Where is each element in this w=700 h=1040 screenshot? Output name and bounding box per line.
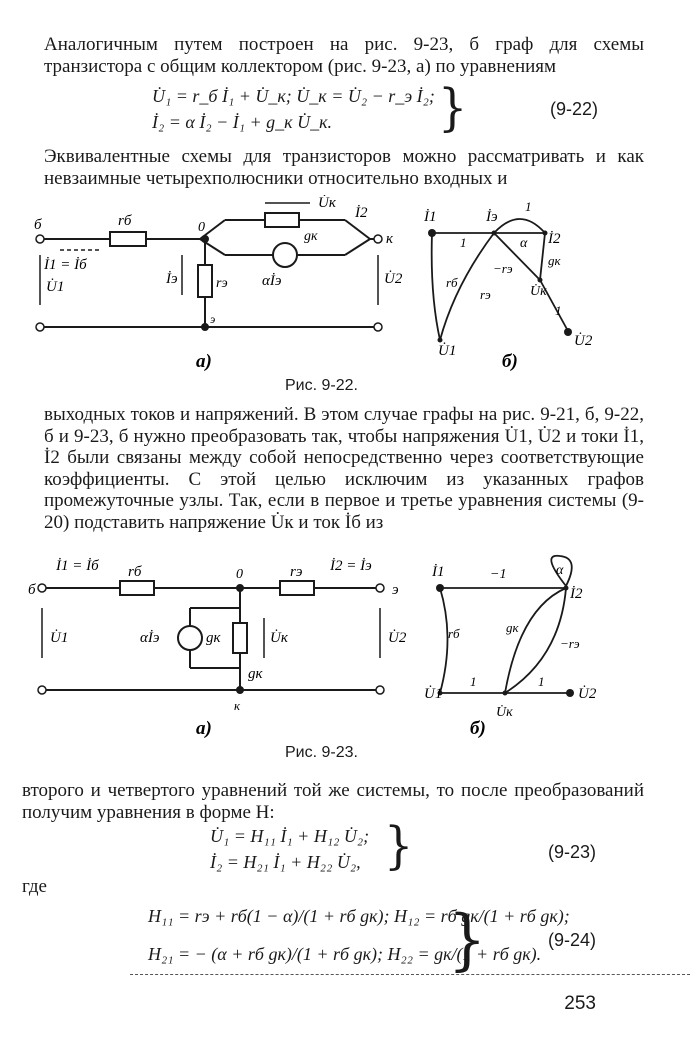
- fig922a-node-b: б: [34, 217, 42, 233]
- graph922-ie: İэ: [486, 209, 498, 225]
- fig923a-uk: U̇к: [270, 630, 288, 646]
- graph923-u2: U̇2: [578, 686, 597, 702]
- fig922a-u1: U̇1: [46, 279, 65, 295]
- graph923-i2: İ2: [570, 586, 583, 602]
- fig922a-i-2: İ2: [355, 205, 368, 221]
- fig923a-i2-eq: İ2 = İэ: [330, 558, 372, 574]
- where-word: где: [22, 876, 47, 897]
- fig922a-r-b: rб: [118, 213, 132, 229]
- equation-number-9-23: (9-23): [548, 842, 597, 862]
- graph922-u2: U̇2: [574, 333, 593, 349]
- graph922-edge-minus-re: −rэ: [493, 261, 513, 276]
- fig922b-label: б): [502, 351, 518, 372]
- fig922a-node-e: э: [210, 312, 216, 326]
- graph923-uk: U̇к: [496, 705, 513, 720]
- figure-9-22: [0, 195, 700, 395]
- fig923a-i1-eq: İ1 = İб: [56, 558, 99, 574]
- fig923a-node-b: б: [28, 582, 36, 598]
- brace-9-24: }: [448, 901, 487, 979]
- equation-9-23-line-2: İ₂ = H₂₁ İ₁ + H₂₂ U̇₂,: [210, 852, 361, 872]
- graph922-edge-gk: gк: [548, 253, 561, 268]
- graph922-edge-1b: 1: [525, 199, 532, 214]
- figure-9-23-caption: Рис. 9-23.: [285, 744, 358, 761]
- paragraph-3: выходных токов и напряжений. В этом случае графы на рис. 9-21, б, 9-22, б и 9-23, б нужно преобразовать так, чтобы напряжения U̇1, U̇2 и токи İ1, İ2 были связаны между собой непосредственно через соответствующие коэффициенты. С этой целью исключим из указанных графов промежуточные узлы. Так, если в первое и третье уравнения системы (9-20) подставить напряжение U̇к и ток İб из: [44, 404, 644, 533]
- fig923a-label: а): [196, 718, 212, 738]
- equation-9-23-line-1: U̇₁ = H₁₁ İ₁ + H₁₂ U̇₂;: [210, 826, 370, 846]
- fig923a-node-o: 0: [236, 567, 243, 582]
- page-number: 253: [564, 993, 596, 1014]
- fig922a-source: αİэ: [262, 273, 282, 289]
- graph923-edge-gk: gк: [506, 620, 519, 635]
- fig923a-node-k: к: [234, 698, 241, 713]
- fig922a-label: а): [196, 351, 212, 372]
- bottom-rule: [130, 974, 690, 975]
- graph922-edge-1a: 1: [460, 235, 467, 250]
- graph922-uk: U̇к: [530, 284, 547, 299]
- paragraph-1: Аналогичным путем построен на рис. 9-23, б граф для схемы транзистора с общим коллектором (рис. 9-23, а) по уравнениям: [44, 34, 644, 77]
- graph923-edge-minus1: −1: [490, 567, 507, 582]
- equation-number-9-24: (9-24): [548, 930, 597, 950]
- equation-9-22-line-1: U̇₁ = r_б İ₁ + U̇_к; U̇_к = U̇₂ − r_э İ₂;: [152, 86, 435, 106]
- graph923-edge-1b: 1: [538, 674, 545, 689]
- paragraph-4: второго и четвертого уравнений той же системы, то после преобразований получим уравнения в форме H:: [22, 780, 644, 823]
- graph923-u1: U̇1: [424, 686, 443, 702]
- graph923-i1: İ1: [432, 564, 445, 580]
- fig923a-re: rэ: [290, 564, 303, 580]
- fig923a-gk2: gк: [248, 666, 263, 682]
- brace-9-23: }: [384, 815, 414, 875]
- fig923a-gk: gк: [206, 630, 221, 646]
- fig923a-u2: U̇2: [388, 630, 407, 646]
- equation-9-22-line-2: İ₂ = α İ₂ − İ₁ + g_к U̇_к.: [152, 112, 332, 132]
- fig922a-g-k: gк: [304, 229, 318, 244]
- graph923-edge-alpha: α: [556, 563, 564, 578]
- fig923b-label: б): [470, 718, 486, 738]
- fig922a-node-k: к: [386, 231, 394, 247]
- graph922-edge-1c: 1: [555, 303, 562, 318]
- graph923-edge-minus-re: −rэ: [560, 636, 580, 651]
- paragraph-2: Эквивалентные схемы для транзисторов можно рассматривать и как невзаимные четырехполюсники относительно входных и: [44, 146, 644, 189]
- fig923a-node-e: э: [392, 582, 399, 598]
- brace-9-22: }: [438, 77, 468, 137]
- fig922a-node-o: 0: [198, 220, 205, 235]
- fig922a-u2: U̇2: [384, 271, 403, 287]
- fig922a-ie: İэ: [166, 271, 178, 287]
- graph922-u1: U̇1: [438, 343, 457, 359]
- fig923a-source: αİэ: [140, 630, 160, 646]
- figure-9-23: [0, 548, 700, 738]
- fig923a-u1: U̇1: [50, 630, 69, 646]
- graph923-edge-1a: 1: [470, 674, 477, 689]
- graph922-edge-re: rэ: [480, 287, 491, 302]
- graph923-edge-rb: rб: [448, 626, 460, 641]
- equation-number-9-22: (9-22): [550, 99, 599, 119]
- fig923a-rb: rб: [128, 564, 142, 580]
- fig922a-i1-eq: İ1 = İб: [44, 257, 87, 273]
- equation-9-24-line-2: H₂₁ = − (α + rб gк)/(1 + rб gк); H₂₂ = gк/(1 + rб gк).: [148, 944, 542, 964]
- graph922-edge-alpha: α: [520, 236, 528, 251]
- fig922a-re: rэ: [216, 276, 228, 291]
- graph922-edge-rb: rб: [446, 275, 458, 290]
- graph922-i1: İ1: [424, 209, 437, 225]
- fig922a-u-k: U̇к: [318, 195, 336, 211]
- figure-9-22-caption: Рис. 9-22.: [285, 377, 358, 394]
- graph922-i2: İ2: [548, 231, 561, 247]
- equation-9-24-line-1: H₁₁ = rэ + rб(1 − α)/(1 + rб gк); H₁₂ = rб gк/(1 + rб gк);: [148, 906, 570, 926]
